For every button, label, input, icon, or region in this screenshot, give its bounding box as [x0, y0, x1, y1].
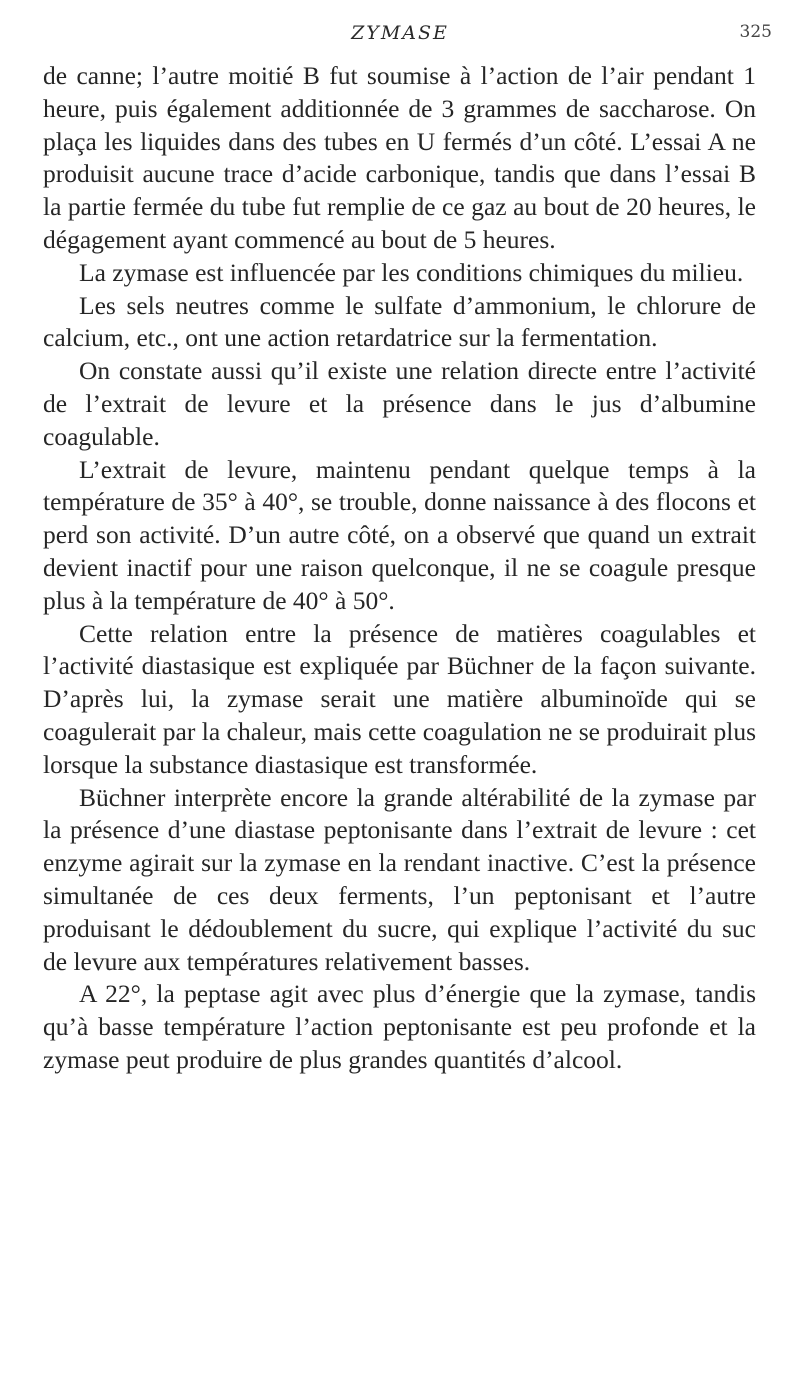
paragraph: La zymase est influencée par les conditions chimiques du milieu. [79, 257, 744, 287]
body-text [43, 60, 756, 1077]
paragraph: A 22°, la peptase agit avec plus d’énergie que la zymase, tandis qu’à basse température l’action peptonisante est peu profonde et la zymase peut produire de plus grandes quantités d’alcool. [43, 979, 756, 1074]
paragraph: On constate aussi qu’il existe une relation directe entre l’activité de l’extrait de levure et la présence dans le jus d’albumine coagulable. [43, 356, 756, 451]
paragraph: L’extrait de levure, maintenu pendant quelque temps à la température de 35° à 40°, se trouble, donne naissance à des flocons et perd son activité. D’un autre côté, on a observé que quand un extrait devient inactif pour une raison quelconque, il ne se coagule presque plus à la température de 40° à 50°. [43, 454, 756, 615]
paragraph: Cette relation entre la présence de matières coagulables et l’activité diastasique est expliquée par Büchner de la façon suivante. D’après lui, la zymase serait une matière albuminoïde qui se coagulerait par la chaleur, mais cette coagulation ne se produirait plus lorsque la substance diastasique est transformée. [43, 618, 756, 779]
page-number: 325 [739, 22, 772, 42]
running-title: ZYMASE [351, 22, 449, 44]
paragraph: Les sels neutres comme le sulfate d’ammonium, le chlorure de calcium, etc., ont une action retardatrice sur la fermentation. [43, 290, 756, 353]
paragraph: de canne; l’autre moitié B fut soumise à l’action de l’air pendant 1 heure, puis également additionnée de 3 grammes de saccharose. On plaça les liquides dans des tubes en U fermés d’un côté. L’essai A ne produisit aucune trace d’acide carbonique, tandis que dans l’essai B la partie fermée du tube fut remplie de ce gaz au bout de 20 heures, le dégagement ayant commencé au bout de 5 heures. [43, 61, 756, 254]
page-header [0, 18, 800, 58]
paragraph: Büchner interprète encore la grande altérabilité de la zymase par la présence d’une diastase peptonisante dans l’extrait de levure : cet enzyme agirait sur la zymase en la rendant inactive. C’est la présence simultanée de ces deux ferments, l’un peptonisant et l’autre produisant le dédoublement du sucre, qui explique l’activité du suc de levure aux températures relativement basses. [43, 782, 756, 976]
